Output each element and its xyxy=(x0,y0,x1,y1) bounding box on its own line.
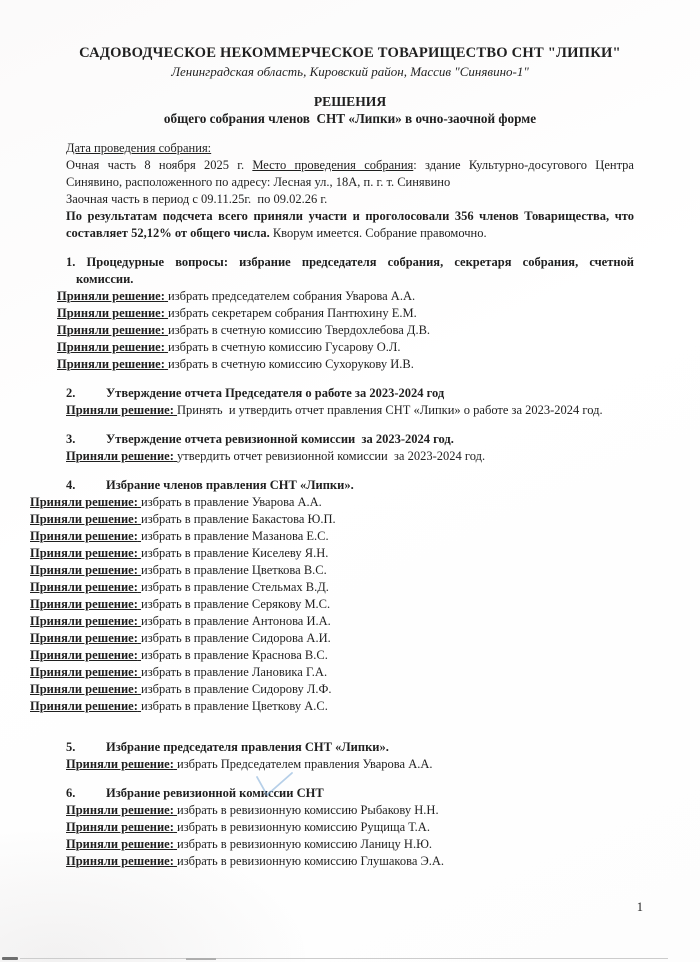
decision-text: избрать в правление Цветкова В.С. xyxy=(141,563,327,577)
quorum-valid-text: Кворум имеется. Собрание правомочно. xyxy=(269,226,487,240)
section-title: Избрание ревизионной комиссии СНТ xyxy=(106,786,324,800)
quorum-count-line: По результатам подсчета всего приняли участи и проголосовали 356 членов Товарищества, что xyxy=(66,209,634,223)
decision-line xyxy=(66,853,634,870)
decision-label: Приняли решение: xyxy=(30,529,138,543)
decision-label: Приняли решение: xyxy=(66,449,174,463)
decision-line xyxy=(66,402,634,419)
section-number: 3. xyxy=(66,432,76,446)
decision-label: Приняли решение: xyxy=(66,403,174,417)
decision-label: Приняли решение: xyxy=(30,597,138,611)
decision-label: Приняли решение: xyxy=(57,323,165,337)
decision-text: избрать в счетную комиссию Сухорукову И.В. xyxy=(168,357,414,371)
section-title: Избрание членов правления СНТ «Липки». xyxy=(106,478,354,492)
decision-line xyxy=(30,698,634,715)
decision-label: Приняли решение: xyxy=(66,757,174,771)
decision-text: избрать в правление Антонова И.А. xyxy=(141,614,331,628)
section-number: 5. xyxy=(66,740,76,754)
decision-line xyxy=(57,339,634,356)
decision-text: избрать в правление Мазанова Е.С. xyxy=(141,529,329,543)
decision-label: Приняли решение: xyxy=(57,306,165,320)
meeting-address-line: Синявино, расположенного по адресу: Лесная ул., 18А, п. г. т. Синявино xyxy=(66,175,451,189)
decision-text: избрать в правление Бакастова Ю.П. xyxy=(141,512,336,526)
venue-text-post: : здание Культурно-досугового Центра xyxy=(413,158,634,172)
quorum-percent-bold: составляет 52,12% от общего числа. xyxy=(66,226,270,240)
decision-text: избрать в правление Сидорову Л.Ф. xyxy=(141,682,332,696)
decision-label: Приняли решение: xyxy=(30,563,138,577)
decision-label: Приняли решение: xyxy=(30,648,138,662)
section-heading xyxy=(66,477,634,494)
decision-label: Приняли решение: xyxy=(30,580,138,594)
decision-line xyxy=(30,528,634,545)
decision-text: избрать в ревизионную комиссию Рыбакову Н.Н. xyxy=(177,803,439,817)
section-title: Утверждение отчета Председателя о работе за 2023-2024 год xyxy=(106,386,445,400)
section-title-continued: комиссии. xyxy=(76,272,134,286)
decision-text: избрать в правление Уварова А.А. xyxy=(141,495,322,509)
decision-line xyxy=(66,819,634,836)
decision-line xyxy=(57,356,634,373)
decision-label: Приняли решение: xyxy=(57,289,165,303)
section-heading xyxy=(66,254,634,271)
decision-text: утвердить отчет ревизионной комиссии за 2023-2024 год. xyxy=(177,449,486,463)
decision-label: Приняли решение: xyxy=(66,820,174,834)
decision-label: Приняли решение: xyxy=(66,837,174,851)
decision-text: избрать в правление Стельмах В.Д. xyxy=(141,580,329,594)
decision-text: избрать Председателем правления Уварова А.А. xyxy=(177,757,433,771)
decision-text: избрать в ревизионную комиссию Ланицу Н.Ю. xyxy=(177,837,433,851)
decision-line xyxy=(57,288,634,305)
decision-label: Приняли решение: xyxy=(30,682,138,696)
decision-text: Принять и утвердить отчет правления СНТ «Липки» о работе за 2023-2024 год. xyxy=(177,403,603,417)
quorum-result-line xyxy=(66,225,634,242)
org-title: САДОВОДЧЕСКОЕ НЕКОММЕРЧЕСКОЕ ТОВАРИЩЕСТВО СНТ "ЛИПКИ" xyxy=(79,45,621,61)
decision-line xyxy=(30,494,634,511)
meeting-date-label: Дата проведения собрания: xyxy=(66,141,212,155)
scan-artifact-bottom-line xyxy=(20,958,668,959)
decision-text: избрать секретарем собрания Пантюхину Е.М. xyxy=(168,306,417,320)
section-1 xyxy=(57,254,635,373)
decision-label: Приняли решение: xyxy=(66,803,174,817)
decision-text: избрать в правление Сидорова А.И. xyxy=(141,631,331,645)
decision-text: избрать в счетную комиссию Гусарову О.Л. xyxy=(168,340,401,354)
decision-line xyxy=(30,630,634,647)
decision-label: Приняли решение: xyxy=(57,340,165,354)
section-4 xyxy=(30,477,634,715)
decision-line xyxy=(66,836,634,853)
decision-line xyxy=(66,756,634,773)
decision-text: избрать в ревизионную комиссию Рущища Т.А. xyxy=(177,820,430,834)
document-subtitle: общего собрания членов СНТ «Липки» в очно-заочной форме xyxy=(163,111,537,126)
decision-line xyxy=(30,596,634,613)
decision-line xyxy=(30,613,634,630)
section-heading xyxy=(66,385,634,402)
decision-text: избрать председателем собрания Уварова А.А. xyxy=(168,289,416,303)
decision-label: Приняли решение: xyxy=(30,665,138,679)
decision-line xyxy=(57,322,634,339)
section-title: Избрание председателя правления СНТ «Липки». xyxy=(106,740,389,754)
venue-text-pre: Очная часть 8 ноября 2025 г. xyxy=(66,158,253,172)
section-number: 2. xyxy=(66,386,76,400)
scan-artifact-dash xyxy=(186,958,216,960)
section-2 xyxy=(66,385,634,419)
section-number: 4. xyxy=(66,478,76,492)
org-region-subtitle: Ленинградская область, Кировский район, Массив "Синявино-1" xyxy=(171,64,529,79)
section-title: Утверждение отчета ревизионной комиссии за 2023-2024 год. xyxy=(106,432,454,446)
decision-label: Приняли решение: xyxy=(30,614,138,628)
decision-text: избрать в правление Киселеву Я.Н. xyxy=(141,546,329,560)
decision-label: Приняли решение: xyxy=(30,631,138,645)
sections-container xyxy=(30,254,635,870)
decision-text: избрать в правление Цветкову А.С. xyxy=(141,699,328,713)
section-5 xyxy=(66,739,634,773)
page-number: 1 xyxy=(636,900,643,914)
decision-text: избрать в правление Серякову М.С. xyxy=(141,597,331,611)
decision-text: избрать в счетную комиссию Твердохлебова Д.В. xyxy=(168,323,431,337)
section-title: Процедурные вопросы: избрание председателя собрания, секретаря собрания, счетной xyxy=(86,255,635,269)
decision-label: Приняли решение: xyxy=(30,495,138,509)
decision-text: избрать в правление Краснова В.С. xyxy=(141,648,328,662)
decision-line xyxy=(30,664,634,681)
decision-line xyxy=(66,448,634,465)
meeting-absentee-period-line: Заочная часть в период с 09.11.25г. по 09.02.26 г. xyxy=(66,192,328,206)
decision-line xyxy=(30,511,634,528)
decision-text: избрать в правление Лановика Г.А. xyxy=(141,665,328,679)
decision-label: Приняли решение: xyxy=(30,699,138,713)
venue-label-underlined: Место проведения собрания xyxy=(252,158,414,172)
decision-label: Приняли решение: xyxy=(30,546,138,560)
decision-label: Приняли решение: xyxy=(57,357,165,371)
decision-line xyxy=(66,802,634,819)
meeting-meta-block xyxy=(66,140,634,242)
section-heading xyxy=(66,785,634,802)
decision-line xyxy=(57,305,634,322)
decision-line xyxy=(30,681,634,698)
section-heading xyxy=(66,431,634,448)
decision-line xyxy=(30,579,634,596)
section-number: 1. xyxy=(66,255,76,269)
section-number: 6. xyxy=(66,786,76,800)
decision-line xyxy=(30,562,634,579)
decision-text: избрать в ревизионную комиссию Глушакова Э.А. xyxy=(177,854,445,868)
meeting-venue-line xyxy=(66,157,634,174)
section-heading xyxy=(66,739,634,756)
document-title: РЕШЕНИЯ xyxy=(313,94,387,109)
section-6 xyxy=(66,785,634,870)
decision-line xyxy=(30,647,634,664)
scan-artifact-dark-edge xyxy=(2,957,18,960)
decision-label: Приняли решение: xyxy=(66,854,174,868)
decision-line xyxy=(30,545,634,562)
decision-label: Приняли решение: xyxy=(30,512,138,526)
section-3 xyxy=(66,431,634,465)
